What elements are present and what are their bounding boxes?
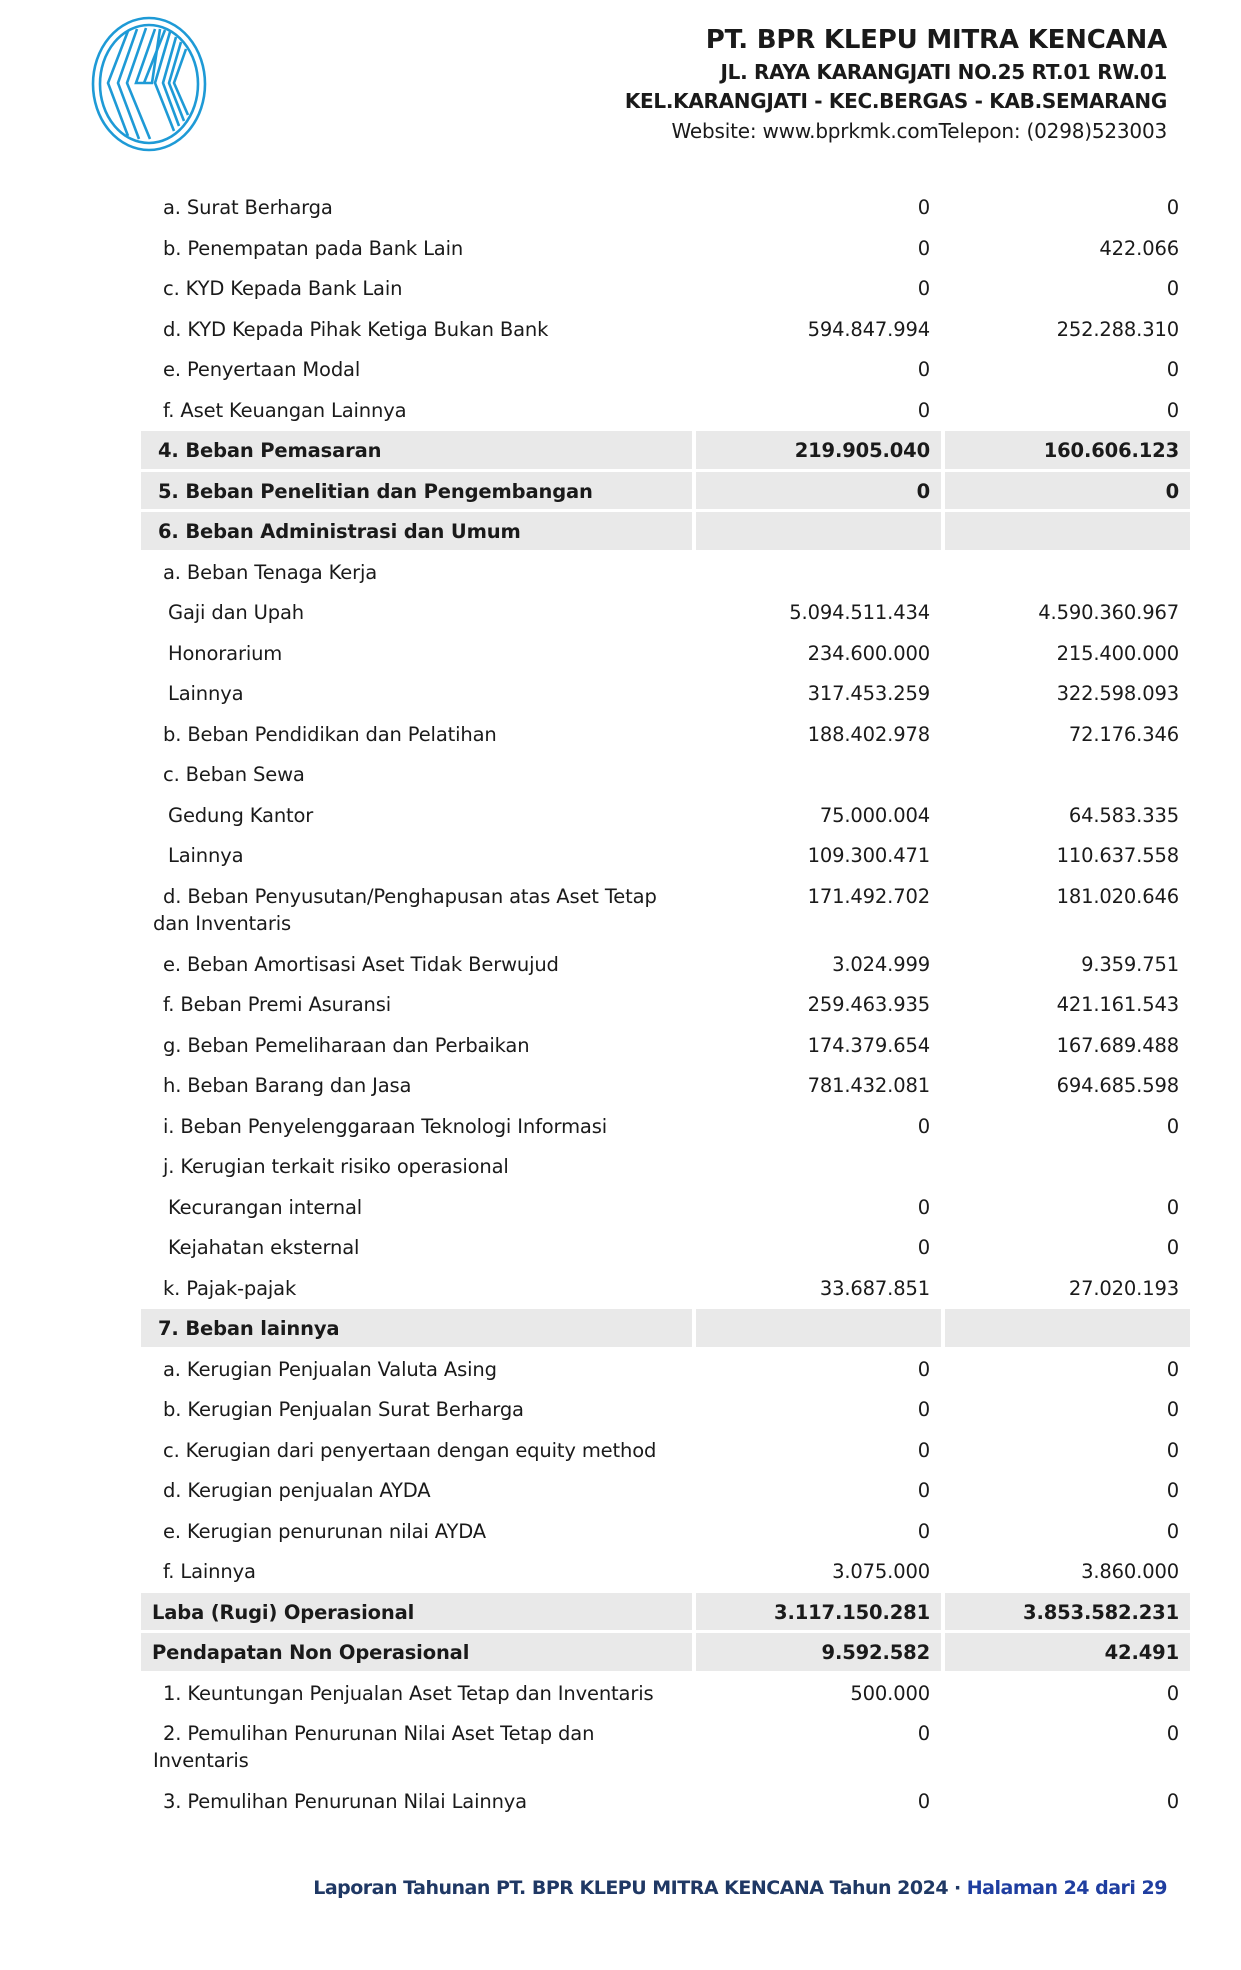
value-prior-year: 694.685.598: [1056, 1074, 1179, 1097]
table-row: [141, 796, 1190, 837]
value-current-year: 109.300.471: [807, 844, 930, 867]
value-prior-year: 0: [1166, 358, 1179, 381]
row-label: c. KYD Kepada Bank Lain: [163, 277, 403, 300]
address-line-2: KEL.KARANGJATI - KEC.BERGAS - KAB.SEMARANG: [624, 89, 1167, 113]
value-current-year: [692, 755, 941, 796]
value-current-year: 174.379.654: [807, 1033, 930, 1057]
row-label: b. Beban Pendidikan dan Pelatihan: [163, 722, 497, 746]
row-label: d. Beban Penyusutan/Penghapusan atas Aset Tetap dan Inventaris: [153, 884, 657, 935]
table-row: [141, 1066, 1190, 1107]
value-prior-year: 0: [1166, 1398, 1179, 1421]
row-label: e. Beban Amortisasi Aset Tidak Berwujud: [163, 952, 559, 976]
value-prior-year: 0: [1166, 1114, 1179, 1138]
value-current-year: 3.075.000: [832, 1560, 930, 1583]
table-row: [141, 836, 1190, 877]
value-prior-year: [941, 755, 1190, 796]
value-prior-year: 64.583.335: [1068, 803, 1179, 827]
value-prior-year: 0: [1166, 277, 1179, 300]
row-label: Kejahatan eksternal: [168, 1236, 360, 1259]
table-row: [141, 1147, 1190, 1188]
value-prior-year: 215.400.000: [1056, 641, 1179, 665]
table-row: [141, 1269, 1190, 1310]
value-prior-year: 72.176.346: [1068, 722, 1179, 746]
row-label: 2. Pemulihan Penurunan Nilai Aset Tetap dan Inventaris: [153, 1722, 595, 1772]
value-current-year: 500.000: [850, 1681, 930, 1705]
row-label: g. Beban Pemeliharaan dan Perbaikan: [163, 1033, 530, 1057]
row-label: Honorarium: [168, 641, 283, 665]
table-row: [141, 1350, 1190, 1391]
row-label: f. Aset Keuangan Lainnya: [163, 398, 407, 422]
table-row: [141, 1107, 1190, 1148]
value-current-year: 0: [917, 358, 930, 381]
value-prior-year: 0: [1166, 398, 1179, 422]
row-label: a. Surat Berharga: [163, 196, 333, 219]
income-statement-table: [141, 188, 1190, 1823]
table-row: [141, 1188, 1190, 1229]
row-label: c. Kerugian dari penyertaan dengan equity method: [163, 1438, 657, 1462]
row-label: h. Beban Barang dan Jasa: [163, 1074, 412, 1097]
footer-separator: ·: [954, 1877, 961, 1899]
value-current-year: 0: [917, 1438, 930, 1462]
row-label: i. Beban Penyelenggaraan Teknologi Informasi: [163, 1114, 608, 1138]
table-row: [141, 985, 1190, 1026]
value-current-year: 0: [917, 1479, 930, 1502]
row-label: 3. Pemulihan Penurunan Nilai Lainnya: [163, 1790, 527, 1813]
value-current-year: 9.592.582: [692, 1633, 941, 1674]
value-current-year: 33.687.851: [819, 1276, 930, 1300]
value-current-year: 3.024.999: [832, 952, 930, 976]
value-prior-year: 9.359.751: [1081, 952, 1179, 976]
value-prior-year: [941, 553, 1190, 594]
table-row: [141, 472, 1190, 513]
footer-report-title: Laporan Tahunan PT. BPR KLEPU MITRA KENCANA Tahun 2024: [313, 1877, 949, 1899]
row-label: Gaji dan Upah: [168, 601, 304, 624]
table-row: [141, 553, 1190, 594]
value-prior-year: 0: [1166, 1722, 1179, 1745]
table-row: [141, 674, 1190, 715]
value-current-year: 234.600.000: [807, 641, 930, 665]
table-row: [141, 431, 1190, 472]
value-current-year: [692, 553, 941, 594]
letterhead: [625, 22, 1167, 146]
value-prior-year: 110.637.558: [1056, 844, 1179, 867]
value-prior-year: 0: [1166, 196, 1179, 219]
value-current-year: 0: [917, 1398, 930, 1421]
value-prior-year: 3.853.582.231: [941, 1593, 1190, 1634]
row-label: 6. Beban Administrasi dan Umum: [141, 512, 692, 553]
row-label: e. Penyertaan Modal: [163, 358, 361, 381]
row-label: Pendapatan Non Operasional: [141, 1633, 692, 1674]
table-row: [141, 1714, 1190, 1782]
value-prior-year: 0: [1166, 1519, 1179, 1543]
table-row: [141, 310, 1190, 351]
table-body: [141, 188, 1190, 1823]
table-row: [141, 755, 1190, 796]
value-current-year: 0: [917, 236, 930, 260]
value-current-year: 0: [917, 1114, 930, 1138]
row-label: 5. Beban Penelitian dan Pengembangan: [141, 472, 692, 513]
table-row: [141, 1228, 1190, 1269]
row-label: k. Pajak-pajak: [163, 1276, 297, 1300]
row-label: c. Beban Sewa: [163, 763, 305, 786]
table-row: [141, 1782, 1190, 1823]
value-prior-year: 0: [1166, 1438, 1179, 1462]
value-current-year: 0: [917, 1195, 930, 1219]
value-prior-year: 252.288.310: [1056, 317, 1179, 341]
value-current-year: 0: [692, 472, 941, 513]
value-current-year: 171.492.702: [807, 884, 930, 908]
row-label: f. Lainnya: [163, 1560, 256, 1583]
value-prior-year: 0: [941, 472, 1190, 513]
row-label: d. Kerugian penjualan AYDA: [163, 1479, 431, 1502]
table-row: [141, 1552, 1190, 1593]
value-current-year: [692, 512, 941, 553]
table-row: [141, 229, 1190, 270]
table-row: [141, 1471, 1190, 1512]
table-row: [141, 1674, 1190, 1715]
row-label: Gedung Kantor: [168, 803, 314, 827]
value-prior-year: 422.066: [1099, 236, 1179, 260]
value-current-year: 259.463.935: [807, 993, 930, 1016]
value-prior-year: 167.689.488: [1056, 1033, 1179, 1057]
value-current-year: [692, 1147, 941, 1188]
row-label: a. Beban Tenaga Kerja: [163, 560, 378, 584]
table-row: [141, 634, 1190, 675]
table-row: [141, 945, 1190, 986]
value-prior-year: 322.598.093: [1056, 682, 1179, 705]
contact-info: Website: www.bprkmk.comTelepon: (0298)523003: [671, 119, 1167, 143]
value-current-year: 0: [917, 1790, 930, 1813]
value-prior-year: [941, 1309, 1190, 1350]
row-label: Kecurangan internal: [168, 1195, 363, 1219]
value-prior-year: 421.161.543: [1056, 993, 1179, 1016]
row-label: Laba (Rugi) Operasional: [141, 1593, 692, 1634]
value-prior-year: 0: [1166, 1195, 1179, 1219]
row-label: 4. Beban Pemasaran: [141, 431, 692, 472]
row-label: 1. Keuntungan Penjualan Aset Tetap dan Inventaris: [163, 1681, 654, 1705]
table-row: [141, 1593, 1190, 1634]
row-label: b. Penempatan pada Bank Lain: [163, 236, 464, 260]
table-row: [141, 188, 1190, 229]
value-current-year: 188.402.978: [807, 722, 930, 746]
table-row: [141, 512, 1190, 553]
value-current-year: 3.117.150.281: [692, 1593, 941, 1634]
table-row: [141, 715, 1190, 756]
company-name: PT. BPR KLEPU MITRA KENCANA: [705, 25, 1167, 55]
value-current-year: 0: [917, 277, 930, 300]
address-line-1: JL. RAYA KARANGJATI NO.25 RT.01 RW.01: [720, 60, 1167, 84]
value-current-year: 317.453.259: [807, 682, 930, 705]
value-current-year: 0: [917, 398, 930, 422]
value-current-year: 75.000.004: [819, 803, 930, 827]
value-prior-year: 0: [1166, 1357, 1179, 1381]
value-current-year: 0: [917, 196, 930, 219]
page-number: Halaman 24 dari 29: [966, 1877, 1167, 1899]
bpr-klepu-logo-icon: [80, 15, 218, 153]
table-row: [141, 1026, 1190, 1067]
table-row: [141, 1633, 1190, 1674]
table-row: [141, 877, 1190, 945]
value-prior-year: 42.491: [941, 1633, 1190, 1674]
table-row: [141, 269, 1190, 310]
value-current-year: 0: [917, 1236, 930, 1259]
row-label: d. KYD Kepada Pihak Ketiga Bukan Bank: [163, 317, 549, 341]
value-prior-year: 4.590.360.967: [1038, 601, 1179, 624]
row-label: j. Kerugian terkait risiko operasional: [163, 1155, 509, 1178]
value-prior-year: 0: [1166, 1479, 1179, 1502]
row-label: a. Kerugian Penjualan Valuta Asing: [163, 1357, 497, 1381]
value-prior-year: 0: [1166, 1236, 1179, 1259]
value-prior-year: 3.860.000: [1081, 1560, 1179, 1583]
table-row: [141, 391, 1190, 432]
value-prior-year: 0: [1166, 1790, 1179, 1813]
table-row: [141, 1390, 1190, 1431]
value-current-year: 219.905.040: [692, 431, 941, 472]
value-prior-year: 160.606.123: [941, 431, 1190, 472]
row-label: f. Beban Premi Asuransi: [163, 993, 392, 1016]
page-footer: [313, 1877, 1167, 1899]
table-row: [141, 1309, 1190, 1350]
value-prior-year: 0: [1166, 1681, 1179, 1705]
value-current-year: 0: [917, 1519, 930, 1543]
table-row: [141, 1431, 1190, 1472]
table-row: [141, 350, 1190, 391]
value-prior-year: 181.020.646: [1056, 884, 1179, 908]
table-row: [141, 1512, 1190, 1553]
value-prior-year: 27.020.193: [1068, 1276, 1179, 1300]
value-current-year: 0: [917, 1357, 930, 1381]
row-label: Lainnya: [168, 682, 244, 705]
value-current-year: [692, 1309, 941, 1350]
row-label: e. Kerugian penurunan nilai AYDA: [163, 1519, 486, 1543]
value-current-year: 0: [917, 1722, 930, 1745]
value-prior-year: [941, 1147, 1190, 1188]
row-label: 7. Beban lainnya: [141, 1309, 692, 1350]
value-current-year: 5.094.511.434: [789, 601, 930, 624]
row-label: b. Kerugian Penjualan Surat Berharga: [163, 1398, 524, 1421]
value-prior-year: [941, 512, 1190, 553]
value-current-year: 594.847.994: [807, 317, 930, 341]
value-current-year: 781.432.081: [807, 1074, 930, 1097]
row-label: Lainnya: [168, 844, 244, 867]
table-row: [141, 593, 1190, 634]
